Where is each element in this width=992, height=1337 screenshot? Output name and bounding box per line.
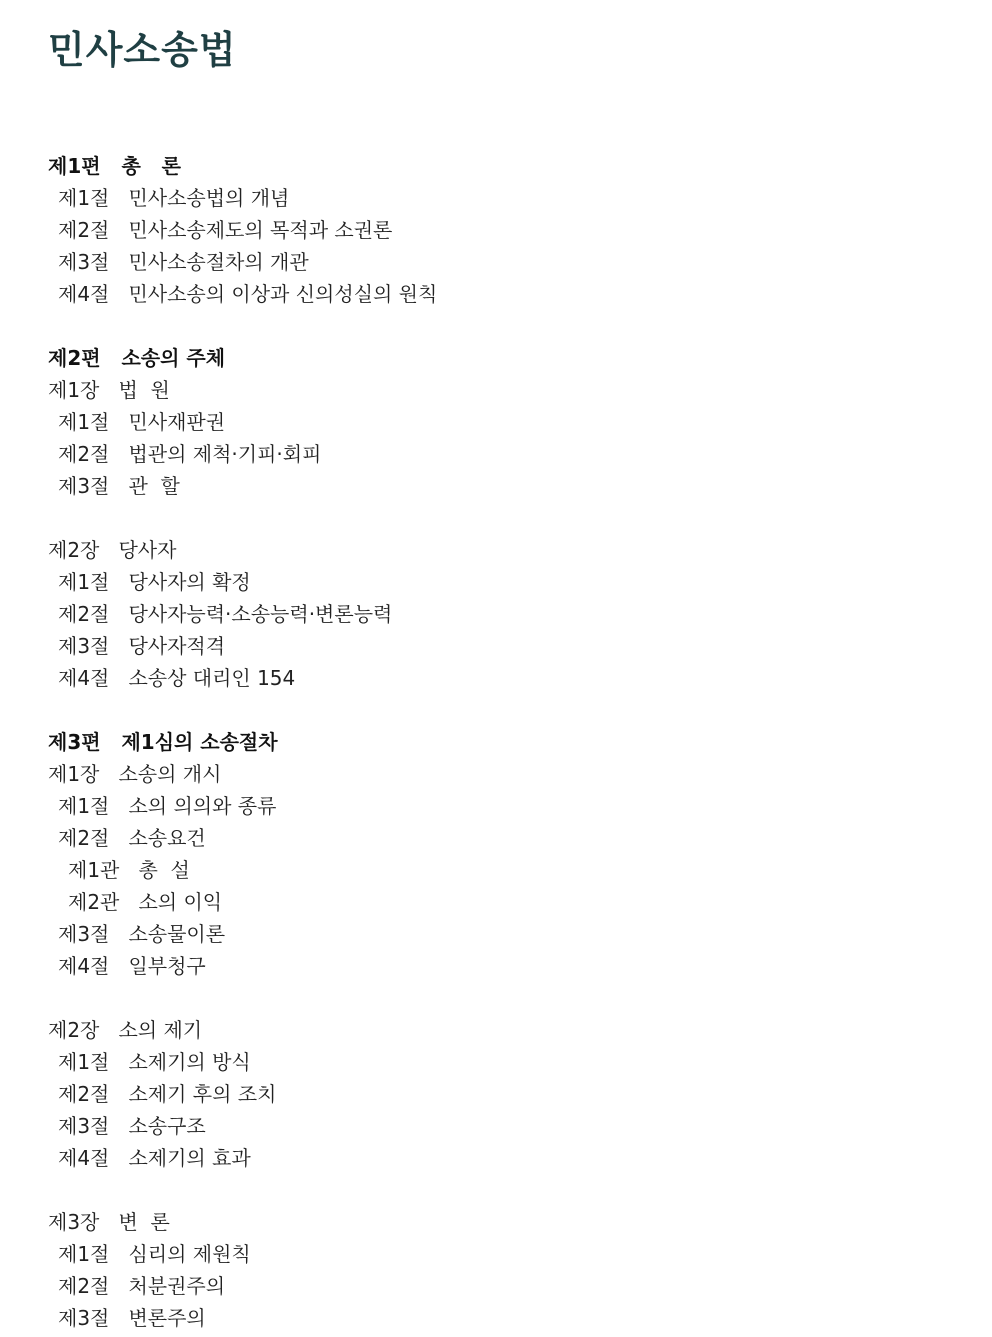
toc-section (48, 662, 948, 694)
toc-part (48, 150, 948, 182)
toc-section (48, 470, 948, 502)
toc-number: 제1편 (48, 154, 101, 178)
toc-number: 제3절 (58, 250, 110, 274)
toc-label: 소제기 후의 조치 (128, 1082, 277, 1106)
toc-label: 제1심의 소송절차 (121, 730, 278, 754)
toc-label: 처분권주의 (128, 1274, 226, 1298)
toc-number: 제4절 (58, 666, 110, 690)
toc-label: 민사소송절차의 개관 (128, 250, 309, 274)
toc-section (48, 278, 948, 310)
toc-chapter (48, 758, 948, 790)
toc-spacer (48, 982, 948, 1014)
toc-section (48, 246, 948, 278)
toc-chapter (48, 1206, 948, 1238)
toc-section (48, 566, 948, 598)
toc-label: 총 론 (121, 154, 181, 178)
toc-label: 소의 이익 (138, 890, 223, 914)
page-title: 민사소송법 (48, 28, 237, 72)
toc-label: 소제기의 방식 (128, 1050, 251, 1074)
toc-number: 제2절 (58, 442, 110, 466)
toc-number: 제4절 (58, 282, 110, 306)
toc-label: 소송의 주체 (121, 346, 226, 370)
toc-number: 제2절 (58, 218, 110, 242)
toc-spacer (48, 310, 948, 342)
table-of-contents (48, 150, 948, 1334)
toc-number: 제3장 (48, 1210, 100, 1234)
toc-number: 제2편 (48, 346, 101, 370)
toc-section (48, 1046, 948, 1078)
toc-number: 제1절 (58, 1242, 110, 1266)
toc-spacer (48, 694, 948, 726)
toc-section (48, 1142, 948, 1174)
toc-section (48, 598, 948, 630)
toc-subsection (48, 886, 948, 918)
toc-section (48, 214, 948, 246)
toc-section (48, 918, 948, 950)
toc-number: 제2절 (58, 826, 110, 850)
toc-part (48, 726, 948, 758)
toc-number: 제2관 (68, 890, 120, 914)
toc-number: 제4절 (58, 1146, 110, 1170)
toc-label: 민사재판권 (128, 410, 226, 434)
toc-spacer (48, 1174, 948, 1206)
toc-section (48, 1110, 948, 1142)
toc-label: 당사자적격 (128, 634, 226, 658)
toc-spacer (48, 502, 948, 534)
toc-number: 제1관 (68, 858, 120, 882)
toc-number: 제3절 (58, 634, 110, 658)
toc-section (48, 1270, 948, 1302)
toc-label: 민사소송의 이상과 신의성실의 원칙 (128, 282, 438, 306)
toc-label: 소송의 개시 (118, 762, 222, 786)
toc-number: 제2절 (58, 1274, 110, 1298)
toc-number: 제4절 (58, 954, 110, 978)
toc-number: 제3절 (58, 1306, 110, 1330)
toc-chapter (48, 1014, 948, 1046)
toc-section (48, 406, 948, 438)
toc-label: 민사소송법의 개념 (128, 186, 290, 210)
toc-chapter (48, 374, 948, 406)
toc-number: 제2절 (58, 1082, 110, 1106)
toc-label: 법관의 제척·기피·회피 (128, 442, 322, 466)
toc-section (48, 822, 948, 854)
toc-section (48, 950, 948, 982)
toc-number: 제2장 (48, 1018, 100, 1042)
toc-section (48, 1078, 948, 1110)
toc-section (48, 438, 948, 470)
toc-label: 소송상 대리인 154 (128, 666, 296, 690)
toc-label: 변론주의 (128, 1306, 206, 1330)
toc-section (48, 790, 948, 822)
toc-number: 제1절 (58, 570, 110, 594)
toc-section (48, 630, 948, 662)
toc-number: 제2절 (58, 602, 110, 626)
toc-number: 제3절 (58, 474, 110, 498)
toc-label: 법 원 (118, 378, 170, 402)
toc-label: 당사자의 확정 (128, 570, 251, 594)
toc-number: 제2장 (48, 538, 100, 562)
toc-number: 제3절 (58, 922, 110, 946)
toc-number: 제3편 (48, 730, 101, 754)
toc-number: 제3절 (58, 1114, 110, 1138)
toc-label: 소송물이론 (128, 922, 226, 946)
toc-part (48, 342, 948, 374)
toc-section (48, 1238, 948, 1270)
toc-label: 소송구조 (128, 1114, 206, 1138)
toc-label: 소의 제기 (118, 1018, 203, 1042)
toc-number: 제1절 (58, 186, 110, 210)
toc-number: 제1절 (58, 1050, 110, 1074)
toc-number: 제1장 (48, 762, 100, 786)
toc-chapter (48, 534, 948, 566)
toc-label: 변 론 (118, 1210, 170, 1234)
toc-label: 소의 의의와 종류 (128, 794, 277, 818)
toc-label: 심리의 제원칙 (128, 1242, 251, 1266)
toc-section (48, 182, 948, 214)
toc-label: 관 할 (128, 474, 180, 498)
toc-label: 총 설 (138, 858, 190, 882)
toc-label: 당사자능력·소송능력·변론능력 (128, 602, 393, 626)
toc-number: 제1절 (58, 794, 110, 818)
toc-label: 소송요건 (128, 826, 206, 850)
toc-label: 일부청구 (128, 954, 206, 978)
toc-section (48, 1302, 948, 1334)
toc-number: 제1장 (48, 378, 100, 402)
toc-number: 제1절 (58, 410, 110, 434)
toc-label: 소제기의 효과 (128, 1146, 251, 1170)
toc-label: 당사자 (118, 538, 177, 562)
toc-subsection (48, 854, 948, 886)
toc-label: 민사소송제도의 목적과 소권론 (128, 218, 393, 242)
